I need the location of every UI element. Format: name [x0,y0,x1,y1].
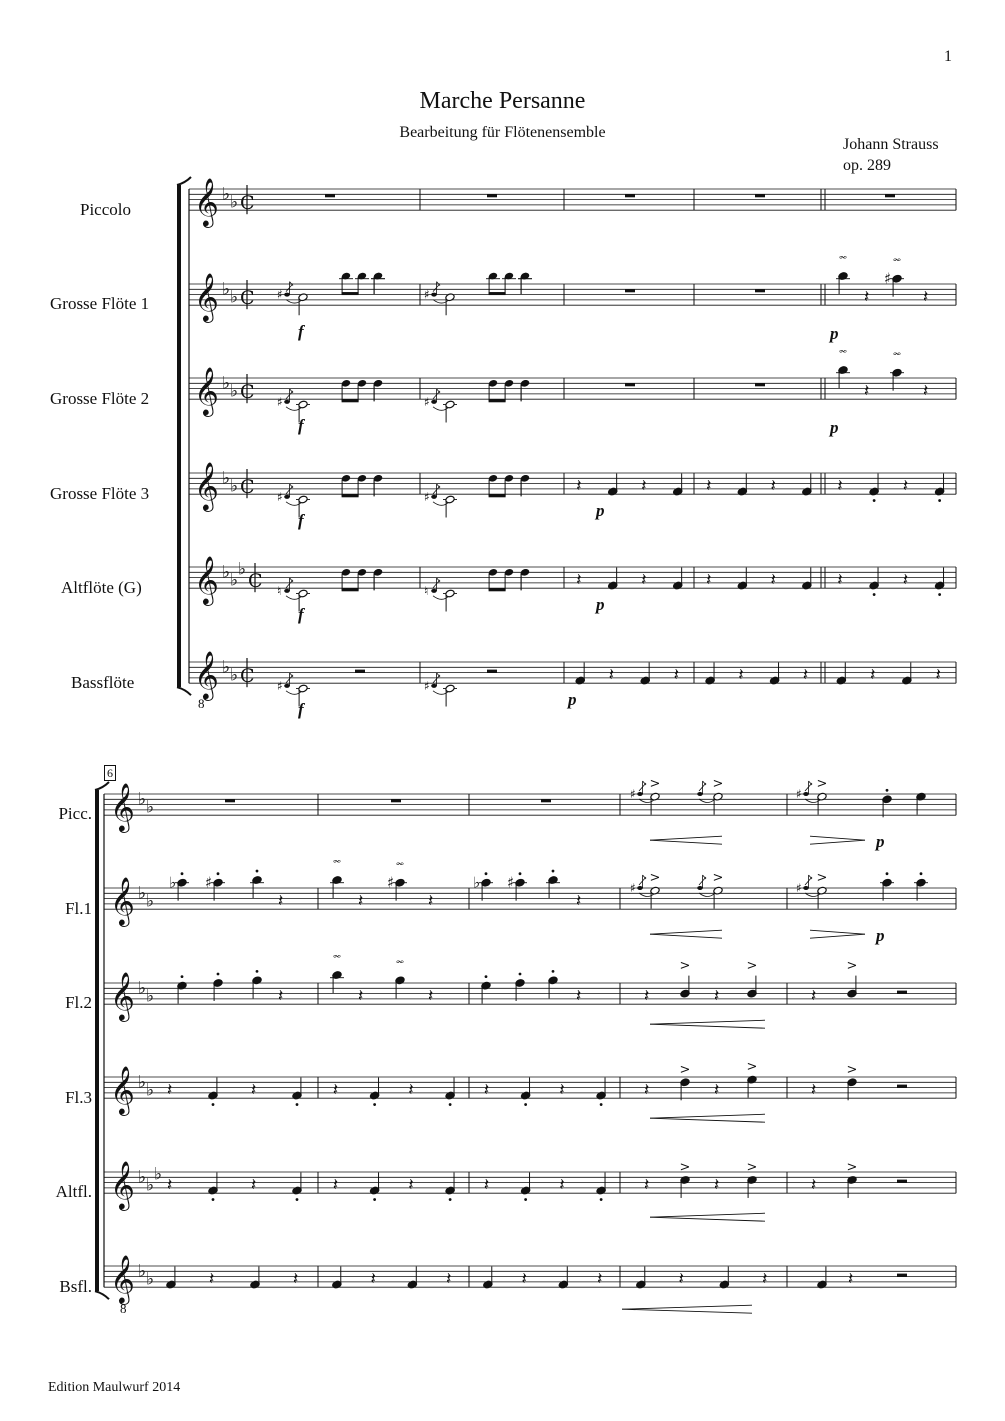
accent-mark: > [816,776,828,792]
quarter-rest: 𝄽 [837,475,843,496]
whole-rest [625,289,635,292]
half-rest [897,991,907,994]
instrument-name-flute-2: Grosse Flöte 2 [50,389,150,408]
quarter-rest: 𝄽 [408,1079,414,1100]
quarter-rest: 𝄽 [483,1079,490,1100]
note-beam [489,292,506,295]
quarter-rest: 𝄽 [332,1174,339,1195]
accidental: ♮ [424,583,429,598]
dynamic-piano: p [876,832,885,852]
quarter-rest: 𝄽 [770,475,776,496]
key-flat: ♭ [222,184,231,205]
quarter-rest: 𝄽 [714,1079,720,1100]
crescendo-hairpin [650,1217,765,1221]
composer-name: Johann Strauss [843,136,939,153]
quarter-rest: 𝄽 [864,380,870,401]
grace-note-head [284,684,290,688]
accent-mark: > [712,870,724,886]
dynamic-forte: f [298,605,304,625]
staccato-dot [524,1103,527,1106]
staccato-dot [920,872,923,875]
key-flat: ♭ [230,381,239,402]
quarter-rest: 𝄽 [209,1268,215,1289]
crescendo-hairpin [650,1114,765,1118]
quarter-rest: 𝄽 [483,1174,490,1195]
instrument-abbr-bass-flute: Bsfl. [59,1277,92,1296]
quarter-rest: 𝄽 [428,890,434,911]
quarter-rest: 𝄽 [358,890,364,911]
dynamic-forte: f [298,322,304,342]
quarter-rest: 𝄽 [641,475,647,496]
grace-note-head [803,792,809,796]
accidental: ♯ [387,873,395,892]
accidental: ♯ [277,394,283,409]
whole-rest [325,194,335,197]
key-flat: ♭ [138,978,147,999]
staccato-dot [296,1198,299,1201]
staccato-dot [552,870,555,873]
quarter-rest: 𝄽 [251,1174,257,1195]
key-flat: ♭ [146,1269,155,1290]
quarter-rest: 𝄽 [837,569,843,590]
edition-footer: Edition Maulwurf 2014 [48,1380,181,1395]
quarter-rest: 𝄽 [738,664,744,685]
treble-clef: 𝄞 [194,555,219,605]
staccato-dot [485,975,488,978]
note-beam [489,494,506,497]
whole-rest [755,289,765,292]
grace-note-head [637,792,643,796]
quarter-rest: 𝄽 [576,569,582,590]
half-rest [487,670,497,673]
staccato-dot [519,973,522,976]
treble-clef: 𝄞 [110,1160,135,1210]
whole-rest [755,194,765,197]
accidental: ♯ [277,678,283,693]
staccato-dot [873,593,876,596]
staccato-dot [485,872,488,875]
key-flat: ♭ [138,883,147,904]
quarter-rest: 𝄽 [714,985,720,1006]
time-signature: C [248,569,263,592]
crescendo-hairpin [650,1213,765,1217]
accent-mark: > [712,776,724,792]
accidental: ♯ [424,489,430,504]
instrument-name-flute-1: Grosse Flöte 1 [50,294,150,313]
whole-rest [625,194,635,197]
quarter-rest: 𝄽 [576,475,582,496]
staccato-dot [886,789,889,792]
whole-rest [225,799,235,802]
treble-clef: 𝄞 [194,177,219,227]
staccato-dot [373,1103,376,1106]
dynamic-forte: f [298,416,304,436]
instrument-abbr-piccolo: Picc. [58,804,92,823]
time-signature: C [240,664,255,687]
treble-clef: 𝄞 [110,1254,135,1304]
grace-note-head [431,495,437,499]
quarter-rest: 𝄽 [167,1079,173,1100]
key-flat: ♭ [222,468,231,489]
staccato-dot [524,1198,527,1201]
accidental: ♯ [796,881,802,895]
bracket-hook [95,782,109,790]
treble-clef: 𝄞 [110,971,135,1021]
quarter-rest: 𝄽 [332,1079,339,1100]
octave-8-mark: 8 [120,1301,127,1317]
staccato-dot [256,870,259,873]
quarter-rest: 𝄽 [251,1079,257,1100]
accent-mark: > [746,1059,758,1075]
quarter-rest: 𝄽 [848,1268,854,1289]
note-beam [489,588,506,591]
instrument-abbr-flute-3: Fl.3 [65,1088,92,1107]
quarter-rest: 𝄽 [608,664,614,685]
quarter-rest: 𝄽 [597,1268,603,1289]
staccato-dot [296,1103,299,1106]
instrument-abbr-flute-1: Fl.1 [65,899,92,918]
crescendo-hairpin [622,1305,752,1309]
treble-clef: 𝄞 [194,272,219,322]
key-flat: ♭ [146,891,155,912]
staccato-dot [449,1103,452,1106]
page-number: 1 [944,48,952,65]
grace-note-head [284,589,290,593]
accent-mark: > [679,1062,691,1078]
treble-clef: 𝄞 [110,782,135,832]
instrument-abbr-alto-flute: Altfl. [55,1182,92,1201]
quarter-rest: 𝄽 [923,286,929,307]
dynamic-forte: f [298,511,304,531]
accidental: ♭ [169,873,177,892]
quarter-rest: 𝄽 [641,569,647,590]
staccato-dot [519,872,522,875]
quarter-rest: 𝄽 [802,664,809,685]
quarter-rest: 𝄽 [811,1079,817,1100]
crescendo-hairpin [650,934,722,938]
quarter-rest: 𝄽 [167,1174,173,1195]
quarter-rest: 𝄽 [428,985,434,1006]
grace-note-head [284,293,290,297]
quarter-rest: 𝄽 [673,664,679,685]
key-flat: ♭ [230,287,239,308]
treble-clef: 𝄞 [194,366,219,416]
accidental: ♯ [630,787,636,801]
quarter-rest: 𝄽 [370,1268,376,1289]
opus-number: op. 289 [843,157,891,174]
staccato-dot [212,1103,215,1106]
note-beam [342,588,359,591]
bracket-hook [177,177,191,185]
treble-clef: 𝄞 [110,1065,135,1115]
staccato-dot [217,872,220,875]
quarter-rest: 𝄽 [293,1268,299,1289]
grace-note-head [284,495,290,499]
accent-mark: > [846,1159,858,1175]
accidental: ♭ [473,873,481,892]
accidental: ♯ [277,489,283,504]
key-flat: ♭ [222,373,231,394]
staccato-dot [552,970,555,973]
time-signature: C [240,286,255,309]
quarter-rest: 𝄽 [358,985,364,1006]
half-rest [897,1085,907,1088]
quarter-rest: 𝄽 [678,1268,684,1289]
instrument-name-piccolo: Piccolo [80,200,131,219]
key-flat: ♭ [146,797,155,818]
crescendo-hairpin [650,836,722,840]
diminuendo-hairpin [810,836,865,840]
quarter-rest: 𝄽 [278,985,284,1006]
note-beam [342,292,359,295]
staccato-dot [938,499,941,502]
quarter-rest: 𝄽 [902,569,909,590]
key-flat: ♭ [222,657,231,678]
dynamic-forte: f [298,700,304,720]
grace-note-head [637,886,643,890]
accent-mark: > [679,1159,691,1175]
whole-rest [625,383,635,386]
note-beam [342,494,359,497]
crescendo-hairpin [650,1024,765,1028]
accidental: ♯ [507,873,515,892]
quarter-rest: 𝄽 [576,985,582,1006]
dynamic-piano: p [830,324,839,344]
quarter-rest: 𝄽 [923,380,929,401]
quarter-rest: 𝄽 [446,1268,452,1289]
accent-mark: > [746,958,758,974]
dynamic-piano: p [596,501,605,521]
accidental: ♯ [630,881,636,895]
staccato-dot [181,975,184,978]
staccato-dot [886,872,889,875]
dynamic-piano: p [568,690,577,710]
grace-note-head [697,886,703,890]
quarter-rest: 𝄽 [559,1174,565,1195]
quarter-rest: 𝄽 [521,1268,527,1289]
whole-rest [391,799,401,802]
accent-mark: > [846,1062,858,1078]
staccato-dot [212,1198,215,1201]
key-flat: ♭ [154,1164,163,1185]
staccato-dot [217,973,220,976]
note-beam [342,399,359,402]
crescendo-hairpin [650,1020,765,1024]
grace-note-head [697,792,703,796]
accent-mark: > [679,958,691,974]
accent-mark: > [649,776,661,792]
instrument-name-alto-flute: Altflöte (G) [61,578,142,597]
time-signature: C [240,380,255,403]
piece-title: Marche Persanne [419,88,586,114]
grace-note-head [431,589,437,593]
staccato-dot [938,593,941,596]
bracket-hook [177,687,191,695]
instrument-name-flute-3: Grosse Flöte 3 [50,484,150,503]
quarter-rest: 𝄽 [811,1174,817,1195]
quarter-rest: 𝄽 [770,569,776,590]
ornament-mark: 𝆗 [839,342,847,359]
dynamic-piano: p [876,926,885,946]
accidental: ♯ [424,394,430,409]
quarter-rest: 𝄽 [706,569,712,590]
accent-mark: > [746,1159,758,1175]
quarter-rest: 𝄽 [714,1174,720,1195]
crescendo-hairpin [650,1118,765,1122]
instrument-name-bass-flute: Bassflöte [71,673,135,692]
accent-mark: > [816,870,828,886]
accent-mark: > [649,870,661,886]
accidental: ♯ [884,269,892,288]
diminuendo-hairpin [810,930,865,934]
half-rest [897,1180,907,1183]
octave-8-mark: 8 [198,696,205,712]
ornament-mark: 𝆗 [396,854,404,871]
ornament-mark: 𝆗 [893,344,901,361]
whole-rest [487,194,497,197]
note-beam [489,399,506,402]
accidental: ♯ [424,287,430,302]
crescendo-hairpin [650,930,722,934]
time-signature: C [240,191,255,214]
key-flat: ♭ [238,559,247,580]
grace-note-head [431,400,437,404]
staccato-dot [873,499,876,502]
staccato-dot [373,1198,376,1201]
grace-note-head [284,400,290,404]
crescendo-hairpin [650,840,722,844]
accidental: ♯ [424,678,430,693]
quarter-rest: 𝄽 [644,985,650,1006]
quarter-rest: 𝄽 [644,1174,650,1195]
quarter-rest: 𝄽 [559,1079,565,1100]
key-flat: ♭ [138,1167,147,1188]
ornament-mark: 𝆗 [839,248,847,265]
grace-note-head [803,886,809,890]
system-bracket [95,790,99,1291]
ornament-mark: 𝆗 [396,952,404,969]
bracket-hook [95,1291,109,1299]
whole-rest [541,799,551,802]
quarter-rest: 𝄽 [278,890,284,911]
staccato-dot [181,872,184,875]
quarter-rest: 𝄽 [811,985,817,1006]
staccato-dot [600,1198,603,1201]
crescendo-hairpin [622,1309,752,1313]
key-flat: ♭ [138,1072,147,1093]
key-flat: ♭ [138,1261,147,1282]
whole-rest [755,383,765,386]
treble-clef: 𝄞 [110,876,135,926]
key-flat: ♭ [230,665,239,686]
time-signature: C [240,475,255,498]
key-flat: ♭ [146,1175,155,1196]
half-rest [897,1274,907,1277]
key-flat: ♭ [230,192,239,213]
quarter-rest: 𝄽 [706,475,712,496]
grace-note-head [431,293,437,297]
quarter-rest: 𝄽 [935,664,941,685]
treble-clef: 𝄞 [194,650,219,700]
accidental: ♯ [205,873,213,892]
accidental: ♯ [277,287,283,302]
dynamic-piano: p [596,595,605,615]
accidental: ♮ [277,583,282,598]
half-rest [355,670,365,673]
quarter-rest: 𝄽 [576,890,582,911]
quarter-rest: 𝄽 [870,664,876,685]
staccato-dot [256,970,259,973]
key-flat: ♭ [230,476,239,497]
instrument-abbr-flute-2: Fl.2 [65,993,92,1012]
piece-subtitle: Bearbeitung für Flötenensemble [399,124,606,141]
quarter-rest: 𝄽 [408,1174,414,1195]
quarter-rest: 𝄽 [644,1079,650,1100]
ornament-mark: 𝆗 [893,250,901,267]
system-bracket [177,185,181,687]
grace-note-head [431,684,437,688]
key-flat: ♭ [138,789,147,810]
key-flat: ♭ [222,279,231,300]
key-flat: ♭ [222,562,231,583]
staccato-dot [449,1198,452,1201]
diminuendo-hairpin [810,840,865,844]
treble-clef: 𝄞 [194,461,219,511]
ornament-mark: 𝆗 [333,852,341,869]
key-flat: ♭ [146,1080,155,1101]
diminuendo-hairpin [810,934,865,938]
measure-number: 6 [104,765,116,781]
ornament-mark: 𝆗 [333,947,341,964]
accidental: ♯ [796,787,802,801]
quarter-rest: 𝄽 [902,475,909,496]
dynamic-piano: p [830,418,839,438]
quarter-rest: 𝄽 [762,1268,768,1289]
key-flat: ♭ [230,570,239,591]
staccato-dot [600,1103,603,1106]
whole-rest [885,194,895,197]
quarter-rest: 𝄽 [864,286,870,307]
key-flat: ♭ [146,986,155,1007]
accent-mark: > [846,958,858,974]
